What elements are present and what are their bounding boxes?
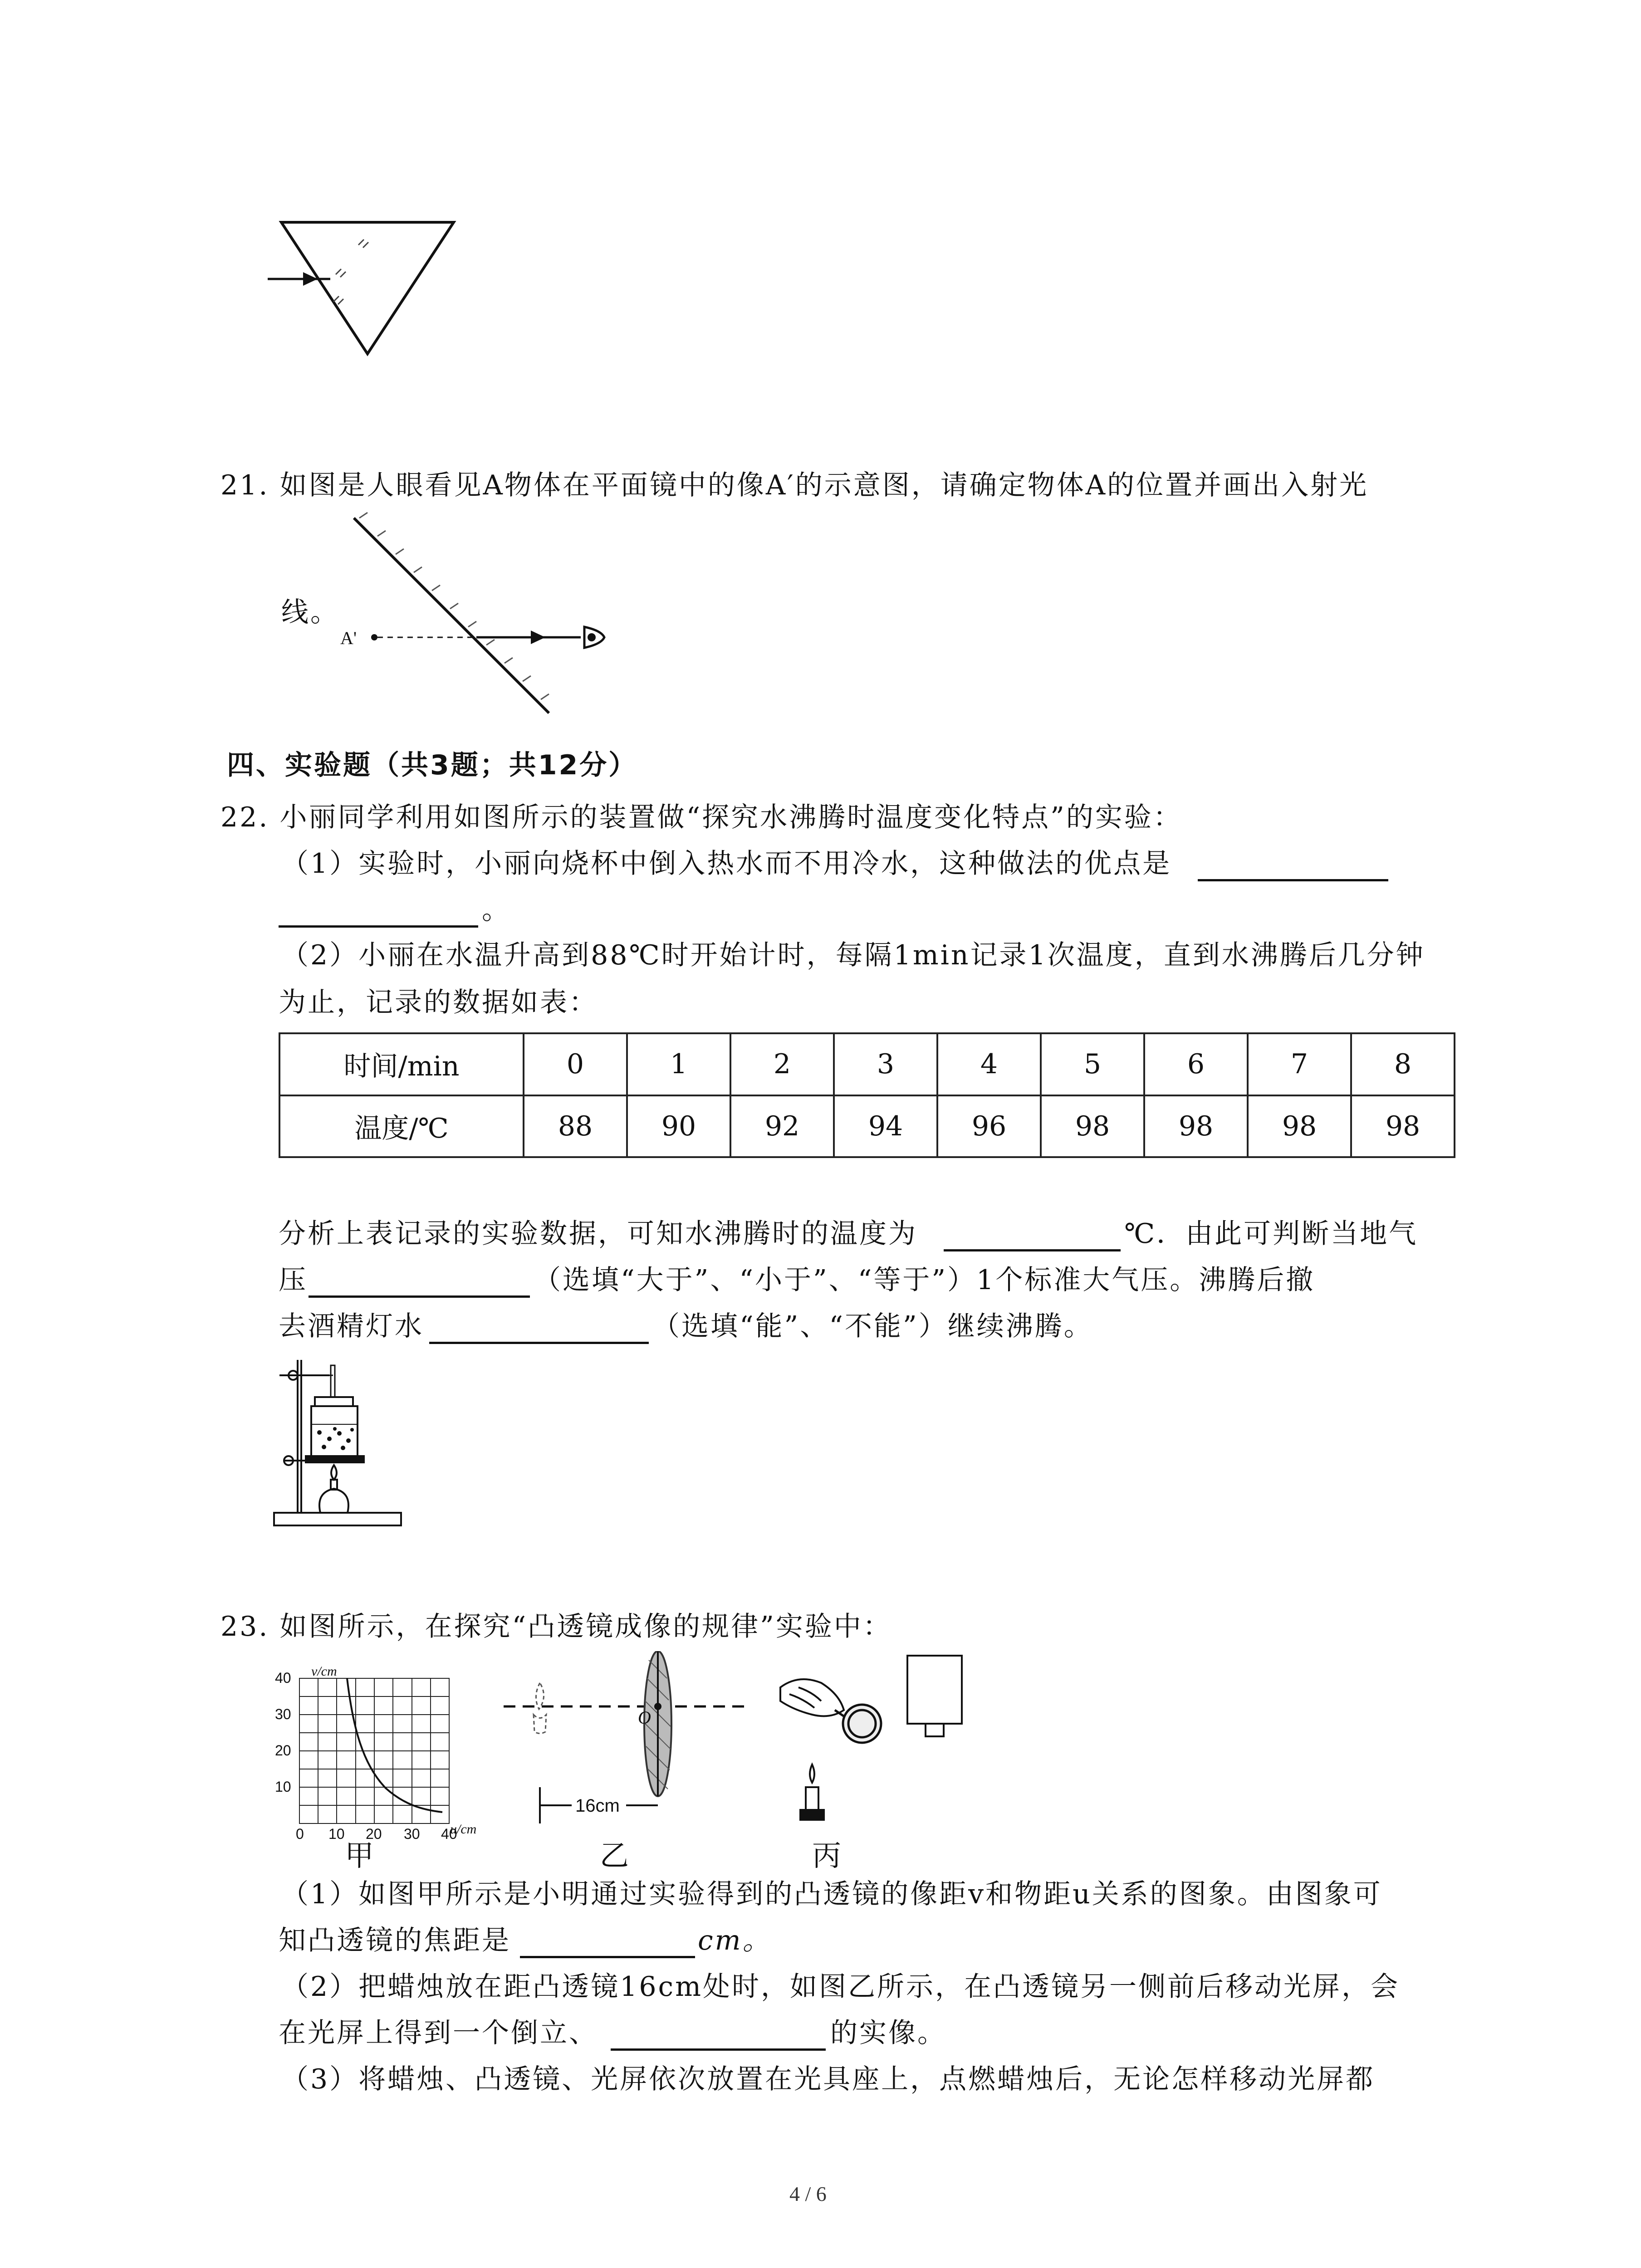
q22-part3-line1b: ℃．由此可判断当地气 — [1124, 1218, 1418, 1250]
figure-bing-caption: 丙 — [812, 1839, 841, 1873]
y-tick-label: 10 — [275, 1779, 291, 1795]
table-header-temperature: 温度/℃ — [279, 1095, 524, 1158]
q22-answer-blank-boiling-temp[interactable] — [944, 1249, 1121, 1251]
table-cell: 6 — [1144, 1033, 1248, 1095]
q22-part3-line2a: 压 — [279, 1264, 308, 1296]
table-cell: 90 — [627, 1095, 730, 1158]
figure-yi-lens-setup — [495, 1651, 749, 1842]
table-cell: 98 — [1041, 1095, 1144, 1158]
table-cell: 96 — [937, 1095, 1041, 1158]
q22-answer-blank-continue-boiling[interactable] — [429, 1342, 649, 1344]
mirror-figure — [336, 508, 617, 717]
q22-part2-line2: 为止，记录的数据如表： — [279, 987, 598, 1018]
small-candle-icon — [800, 1765, 824, 1820]
y-axis-label: v/cm — [311, 1664, 337, 1679]
prism-figure — [268, 209, 467, 363]
x-tick-label: 0 — [296, 1826, 304, 1842]
q21-question-line1: 21. 如图是人眼看见A物体在平面镜中的像A′的示意图，请确定物体A的位置并画出入射光 — [220, 469, 1369, 501]
table-cell: 2 — [730, 1033, 834, 1095]
q22-part3-line3a: 去酒精灯水 — [279, 1310, 424, 1342]
q23-intro: 23. 如图所示，在探究“凸透镜成像的规律”实验中： — [220, 1611, 892, 1642]
y-tick-label: 30 — [275, 1706, 291, 1722]
table-cell: 98 — [1351, 1095, 1455, 1158]
y-tick-label: 20 — [275, 1742, 291, 1759]
q23-part1-line2b: cm。 — [698, 1925, 772, 1956]
x-tick-label: 20 — [366, 1826, 382, 1842]
v-u-curve — [347, 1678, 442, 1812]
q23-answer-blank-focal-length[interactable] — [520, 1956, 695, 1958]
table-row-temperature — [279, 1095, 1455, 1158]
boiling-apparatus-figure — [270, 1356, 407, 1531]
hand-icon — [780, 1679, 844, 1716]
q22-part3-line3b: （选填“能”、“不能”）继续沸腾。 — [652, 1310, 1093, 1342]
table-header-time: 时间/min — [279, 1033, 524, 1095]
q22-answer-blank-1b[interactable] — [279, 925, 478, 928]
table-cell: 88 — [524, 1095, 627, 1158]
q21-question-line2: 线。 — [281, 596, 339, 628]
table-cell: 8 — [1351, 1033, 1455, 1095]
q22-part3-line2b: （选填“大于”、“小于”、“等于”）1个标准大气压。沸腾后撤 — [534, 1264, 1315, 1296]
table-cell: 98 — [1144, 1095, 1248, 1158]
y-tick-label: 40 — [275, 1670, 291, 1686]
section-title: 四、实验题（共3题；共12分） — [227, 749, 638, 781]
table-row-time — [279, 1033, 1455, 1095]
image-point-a-prime — [371, 634, 377, 640]
eye-icon — [584, 627, 604, 648]
q22-part2-line1: （2）小丽在水温升高到88℃时开始计时，每隔1min记录1次温度，直到水沸腾后几分钟 — [281, 939, 1425, 971]
q23-part2-line1: （2）把蜡烛放在距凸透镜16cm处时，如图乙所示，在凸透镜另一侧前后移动光屏，会 — [281, 1971, 1400, 2003]
x-axis-label: u/cm — [450, 1822, 477, 1837]
label-a-prime: A' — [340, 628, 357, 648]
table-cell: 98 — [1248, 1095, 1351, 1158]
x-tick-label: 40 — [441, 1826, 457, 1842]
plane-mirror-icon — [354, 513, 549, 713]
q22-answer-blank-1a[interactable] — [1198, 879, 1388, 881]
table-cell: 92 — [730, 1095, 834, 1158]
candle-icon — [534, 1683, 546, 1734]
figure-yi-caption: 乙 — [600, 1839, 629, 1873]
q22-answer-blank-pressure[interactable] — [309, 1295, 530, 1298]
q23-part1-line1: （1）如图甲所示是小明通过实验得到的凸透镜的像距v和物距u关系的图象。由图象可 — [281, 1878, 1382, 1910]
table-cell: 1 — [627, 1033, 730, 1095]
q23-part2-line2a: 在光屏上得到一个倒立、 — [279, 2017, 598, 2049]
alcohol-lamp-icon — [319, 1465, 348, 1513]
reflected-ray-arrow-icon — [531, 631, 545, 644]
table-cell: 7 — [1248, 1033, 1351, 1095]
lens-center-label: O — [638, 1707, 651, 1728]
figure-jia-graph — [272, 1660, 481, 1842]
distance-label: 16cm — [575, 1796, 620, 1816]
graph-grid — [299, 1678, 449, 1823]
q22-intro: 22. 小丽同学利用如图所示的装置做“探究水沸腾时温度变化特点”的实验： — [220, 802, 1182, 833]
q22-part1-end: 。 — [482, 894, 511, 926]
q22-part3-line1a: 分析上表记录的实验数据，可知水沸腾时的温度为 — [279, 1218, 917, 1250]
prism-icon — [281, 222, 454, 354]
screen-icon — [907, 1656, 962, 1736]
table-cell: 5 — [1041, 1033, 1144, 1095]
x-tick-label: 10 — [328, 1826, 345, 1842]
beaker-icon — [306, 1397, 364, 1462]
table-cell: 3 — [834, 1033, 937, 1095]
figure-bing-setup — [771, 1651, 971, 1837]
q23-part3-line1: （3）将蜡烛、凸透镜、光屏依次放置在光具座上，点燃蜡烛后，无论怎样移动光屏都 — [281, 2063, 1375, 2095]
q22-part1-line1: （1）实验时，小丽向烧杯中倒入热水而不用冷水，这种做法的优点是 — [281, 848, 1172, 880]
temperature-data-table — [279, 1032, 1455, 1158]
figure-jia-caption: 甲 — [345, 1839, 374, 1873]
page-number: 4 / 6 — [789, 2182, 827, 2205]
table-cell: 94 — [834, 1095, 937, 1158]
q23-part2-line2b: 的实像。 — [830, 2017, 946, 2049]
q23-part1-line2a: 知凸透镜的焦距是 — [279, 1925, 511, 1956]
q23-answer-blank-image-size[interactable] — [611, 2048, 826, 2051]
x-tick-label: 30 — [404, 1826, 420, 1842]
table-cell: 4 — [937, 1033, 1041, 1095]
table-cell: 0 — [524, 1033, 627, 1095]
